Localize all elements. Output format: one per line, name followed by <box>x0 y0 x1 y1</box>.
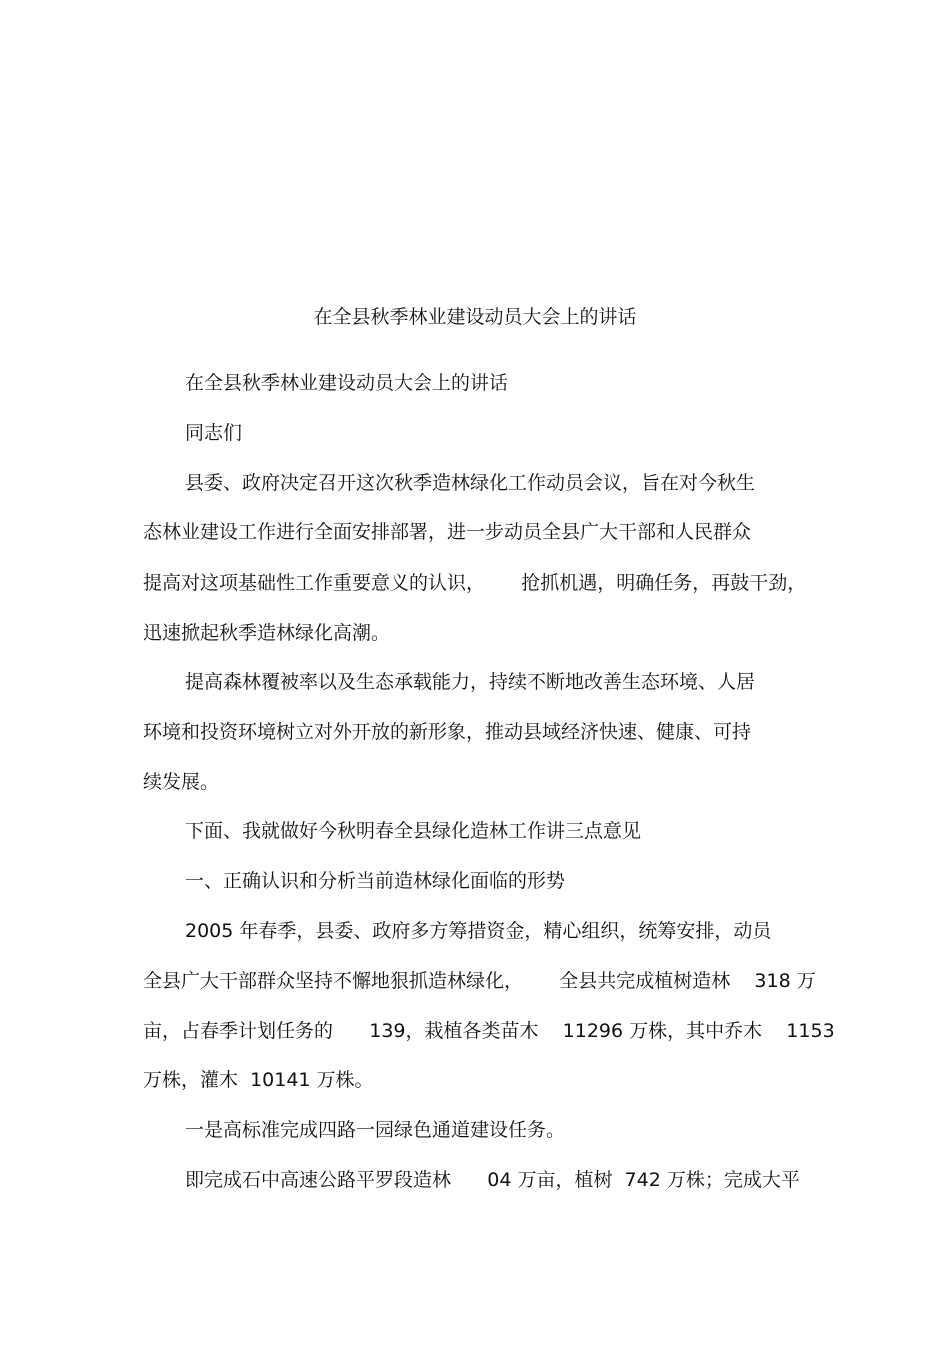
paragraph-line: 全县广大干部群众坚持不懈地狠抓造林绿化， 全县共完成植树造林 318 万 <box>143 970 816 992</box>
paragraph-line: 2005 年春季，县委、政府多方筹措资金，精心组织，统筹安排，动员 <box>185 920 772 942</box>
document-title: 在全县秋季林业建设动员大会上的讲话 <box>313 306 637 328</box>
paragraph-line: 县委、政府决定召开这次秋季造林绿化工作动员会议，旨在对今秋生 <box>185 472 756 494</box>
subtitle-line: 在全县秋季林业建设动员大会上的讲话 <box>185 372 509 394</box>
paragraph-line: 即完成石中高速公路平罗段造林 04 万亩，植树 742 万株；完成大平 <box>185 1169 800 1191</box>
paragraph-line: 提高森林覆被率以及生态承载能力，持续不断地改善生态环境、人居 <box>185 671 756 693</box>
paragraph-line: 亩，占春季计划任务的 139，栽植各类苗木 11296 万株，其中乔木 1153 <box>143 1020 835 1042</box>
salutation-line: 同志们 <box>185 422 243 444</box>
paragraph-line: 态林业建设工作进行全面安排部署，进一步动员全县广大干部和人民群众 <box>143 521 752 543</box>
section-heading: 一、正确认识和分析当前造林绿化面临的形势 <box>185 870 566 892</box>
paragraph-line: 提高对这项基础性工作重要意义的认识， 抢抓机遇，明确任务，再鼓干劲， <box>143 572 807 594</box>
paragraph-line: 一是高标准完成四路一园绿色通道建设任务。 <box>185 1119 566 1141</box>
paragraph-line: 环境和投资环境树立对外开放的新形象，推动县域经济快速、健康、可持 <box>143 721 752 743</box>
paragraph-line: 续发展。 <box>143 771 220 793</box>
paragraph-line: 迅速掀起秋季造林绿化高潮。 <box>143 622 391 644</box>
paragraph-line: 下面、我就做好今秋明春全县绿化造林工作讲三点意见 <box>185 820 642 842</box>
paragraph-line: 万株，灌木 10141 万株。 <box>143 1069 374 1091</box>
